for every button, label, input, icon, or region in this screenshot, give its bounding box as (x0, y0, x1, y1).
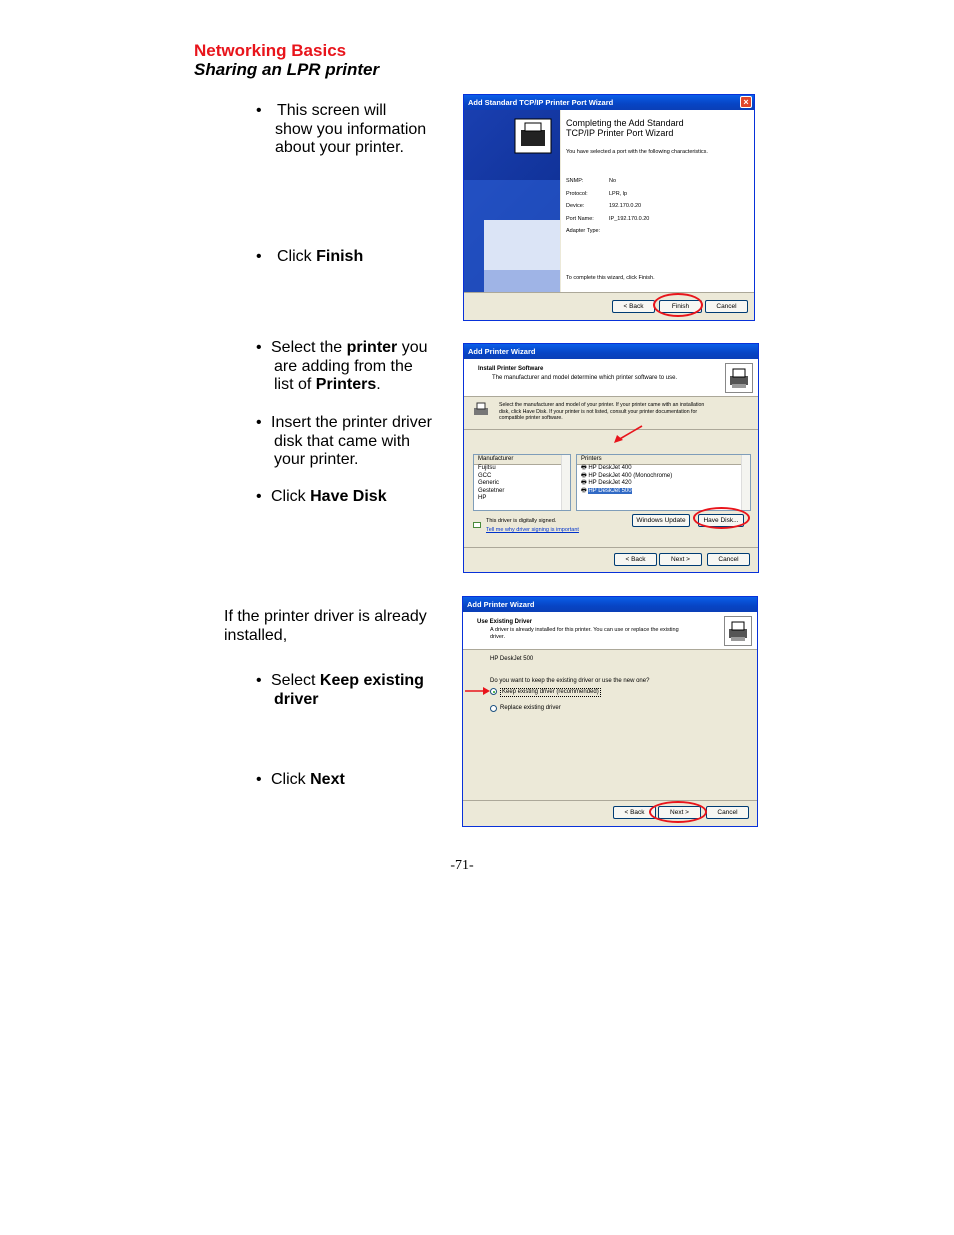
driver-installed-intro: If the printer driver is already installed, (224, 608, 427, 644)
back-button[interactable]: < Back (613, 806, 656, 819)
printer-banner-icon (464, 110, 560, 292)
dialog-titlebar: Add Standard TCP/IP Printer Port Wizard × (464, 95, 754, 110)
highlight-ring-have-disk (693, 507, 750, 529)
bullet-screen-info: • This screen will show you information about your printer. (256, 102, 427, 156)
bullet-click-finish: • Click Finish (256, 248, 364, 265)
printers-header[interactable]: Printers (577, 455, 750, 465)
printer-icon (725, 363, 753, 393)
signed-driver-icon (473, 517, 482, 526)
bullet-keep-driver: • Select Keep existing driver (256, 672, 424, 708)
printer-icon (724, 616, 752, 646)
bullet-icon: • (256, 672, 262, 689)
list-item[interactable]: 🖶 HP DeskJet 400 (Monochrome) (581, 472, 673, 479)
bullet-icon: • (256, 414, 262, 431)
port-values: No LPR, lp 192.170.0.20 IP_192.170.0.20 (609, 178, 650, 222)
list-item[interactable]: Generic (478, 480, 500, 487)
wizard-header: Use Existing Driver A driver is already installed for this printer. You can use or replace the existing driver. (463, 612, 757, 650)
bullet-click-have-disk: • Click Have Disk (256, 488, 387, 505)
divider (464, 547, 758, 548)
printer-icon: 🖶 (581, 487, 589, 494)
bullet-icon: • (256, 102, 262, 119)
printer-icon: 🖶 (581, 465, 589, 471)
wizard-header: Install Printer Software The manufacturer and model determine which printer software to use. (464, 359, 758, 397)
bullet-click-next: • Click Next (256, 771, 345, 788)
divider (463, 800, 757, 801)
manufacturer-header[interactable]: Manufacturer (474, 455, 570, 465)
bullet-icon: • (256, 339, 262, 356)
bullet-icon: • (256, 248, 262, 265)
wizard-intro: You have selected a port with the following characteristics. (566, 149, 708, 155)
list-item[interactable]: 🖶 HP DeskJet 420 (581, 480, 632, 487)
finish-button[interactable]: Finish (659, 300, 702, 313)
section-title: Networking Basics (194, 41, 347, 60)
keep-driver-radio[interactable] (490, 688, 497, 695)
wizard-banner (464, 110, 560, 292)
bullet-insert-disk: • Insert the printer driver disk that came with your printer. (256, 414, 432, 468)
back-button[interactable]: < Back (612, 300, 655, 313)
driver-signing-link[interactable]: Tell me why driver signing is important (486, 527, 579, 533)
list-item[interactable]: Gestetner (478, 487, 505, 494)
port-keys: SNMP: Protocol: Device: Port Name: Adapter Type: (566, 178, 601, 234)
signed-text: This driver is digitally signed. (486, 518, 557, 524)
printer-model: HP DeskJet 500 (490, 656, 534, 662)
next-button[interactable]: Next > (658, 806, 701, 819)
list-item[interactable]: HP (478, 495, 487, 502)
scrollbar[interactable] (561, 455, 570, 510)
dialog-titlebar: Add Printer Wizard (464, 344, 758, 359)
driver-question: Do you want to keep the existing driver or use the new one? (490, 678, 650, 684)
bullet-select-printer: • Select the printer you are adding from the list of Printers. (256, 339, 428, 393)
highlight-ring-finish (653, 293, 703, 317)
wizard-footer-text: To complete this wizard, click Finish. (566, 275, 655, 281)
tcpip-port-wizard-dialog (463, 94, 755, 321)
printer-icon: 🖶 (581, 472, 589, 479)
wizard-heading: Completing the Add Standard TCP/IP Printer Port Wizard (566, 118, 684, 138)
wizard-content (561, 110, 754, 292)
dialog-titlebar: Add Printer Wizard (463, 597, 757, 612)
cancel-button[interactable]: Cancel (707, 553, 750, 566)
scrollbar[interactable] (741, 455, 750, 510)
list-item[interactable]: Fujitsu (478, 465, 496, 471)
install-description: Select the manufacturer and model of your printer. If your printer came with an installation disk, click Have Disk. If your printer is not listed, consult your printer documentation for compatible printer software. (499, 402, 705, 421)
windows-update-button[interactable]: Windows Update (632, 514, 690, 527)
next-button[interactable]: Next > (659, 553, 702, 566)
highlight-ring-next (649, 801, 707, 823)
list-item[interactable]: GCC (478, 472, 492, 479)
page-subtitle: Sharing an LPR printer (194, 60, 380, 79)
printer-small-icon (473, 402, 489, 418)
manufacturer-listbox[interactable] (473, 454, 571, 511)
list-item[interactable]: 🖶 HP DeskJet 400 (581, 465, 632, 471)
back-button[interactable]: < Back (614, 553, 657, 566)
divider (464, 292, 754, 293)
red-arrow-icon (612, 424, 644, 444)
replace-driver-radio[interactable] (490, 705, 497, 712)
close-icon[interactable]: × (740, 96, 752, 108)
have-disk-button[interactable]: Have Disk... (698, 514, 744, 527)
printers-listbox[interactable] (576, 454, 751, 511)
replace-driver-label[interactable]: Replace existing driver (500, 705, 561, 711)
divider (464, 429, 758, 430)
printer-icon: 🖶 (581, 480, 589, 487)
bullet-icon: • (256, 771, 262, 788)
page-number: -71- (450, 858, 474, 873)
bullet-icon: • (256, 488, 262, 505)
list-item-selected[interactable]: 🖶 HP DeskJet 500 (581, 487, 632, 494)
cancel-button[interactable]: Cancel (705, 300, 748, 313)
add-printer-wizard-software-dialog (463, 343, 759, 573)
add-printer-wizard-existing-driver-dialog (462, 596, 758, 827)
red-arrow-icon (465, 685, 491, 697)
keep-driver-label[interactable]: Keep existing driver (recommended) (502, 689, 599, 695)
cancel-button[interactable]: Cancel (706, 806, 749, 819)
